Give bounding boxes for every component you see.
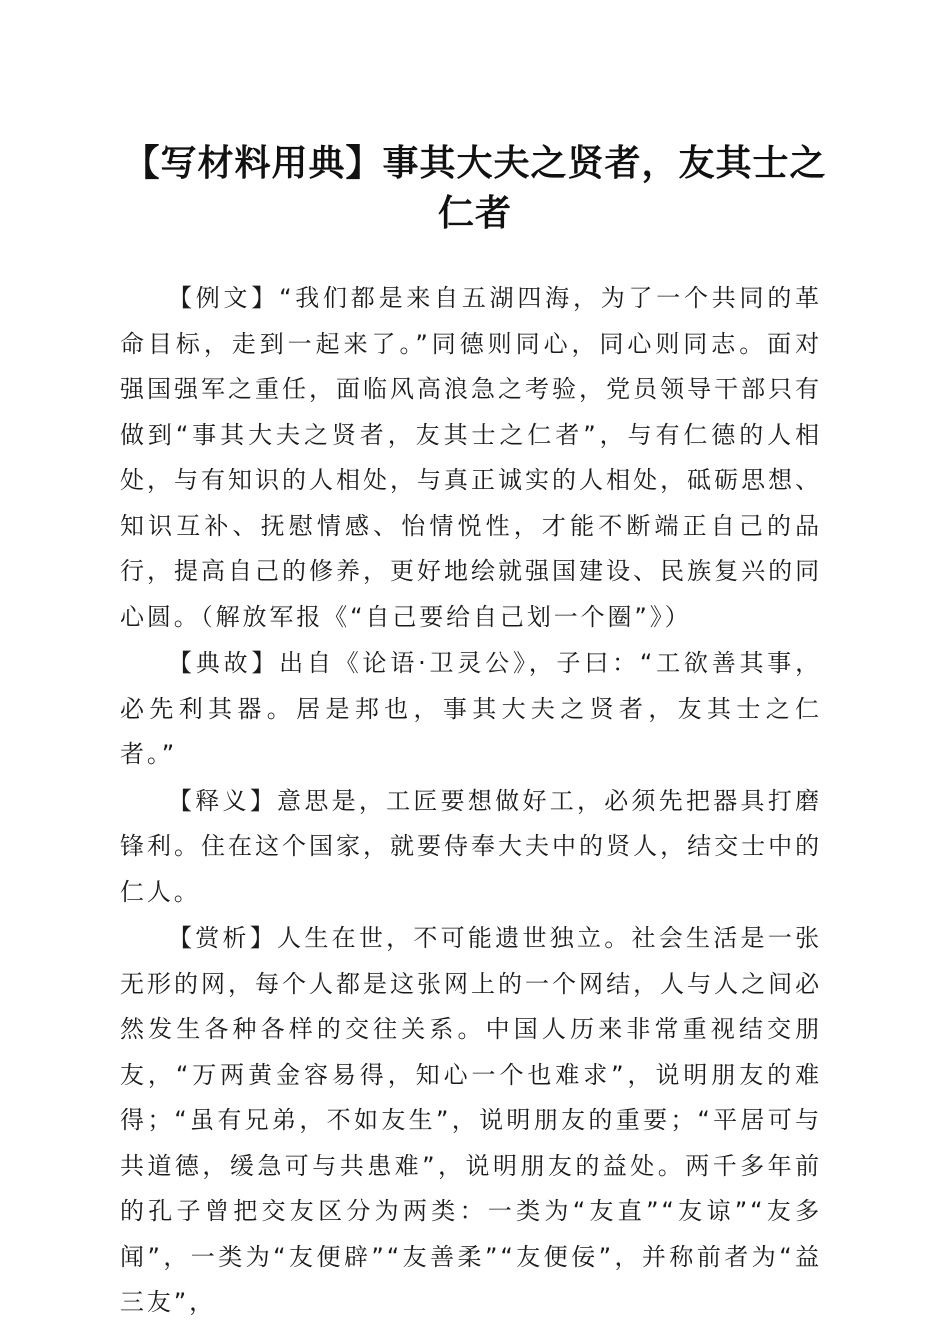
paragraph-interpretation: 【释义】意思是，工匠要想做好工，必须先把器具打磨锋利。住在这个国家，就要侍奉大夫中的贤人，结交士中的仁人。 (120, 786, 822, 906)
document-title: 【写材料用典】事其大夫之贤者，友其士之仁者 (123, 142, 827, 234)
document-body (120, 276, 822, 1327)
paragraph-appreciation: 【赏析】人生在世，不可能遗世独立。社会生活是一张无形的网，每个人都是这张网上的一个网结，人与人之间必然发生各种各样的交往关系。中国人历来非常重视结交朋友，“万两黄金容易得，知心一个也难求”，说明朋友的难得；“虽有兄弟，不如友生”，说明朋友的重要；“平居可与共道德，缓急可与共患难”，说明朋友的益处。两千多年前的孔子曾把交友区分为两类：一类为“友直”“友谅”“友多闻”，一类为“友便辟”“友善柔”“友便佞”，并称前者为“益三友”， (120, 924, 822, 1316)
paragraph-example: 【例文】“我们都是来自五湖四海，为了一个共同的革命目标，走到一起来了。”同德则同心，同心则同志。面对强国强军之重任，面临风高浪急之考验，党员领导干部只有做到“事其大夫之贤者，友其士之仁者”，与有仁德的人相处，与有知识的人相处，与真正诚实的人相处，砥砺思想、知识互补、抚慰情感、怡情悦性，才能不断端正自己的品行，提高自己的修养，更好地绘就强国建设、民族复兴的同心圆。（解放军报《“自己要给自己划一个圈”》） (120, 284, 822, 631)
paragraph-allusion: 【典故】出自《论语·卫灵公》，子曰：“工欲善其事，必先利其器。居是邦也，事其大夫之贤者，友其士之仁者。” (120, 649, 822, 768)
